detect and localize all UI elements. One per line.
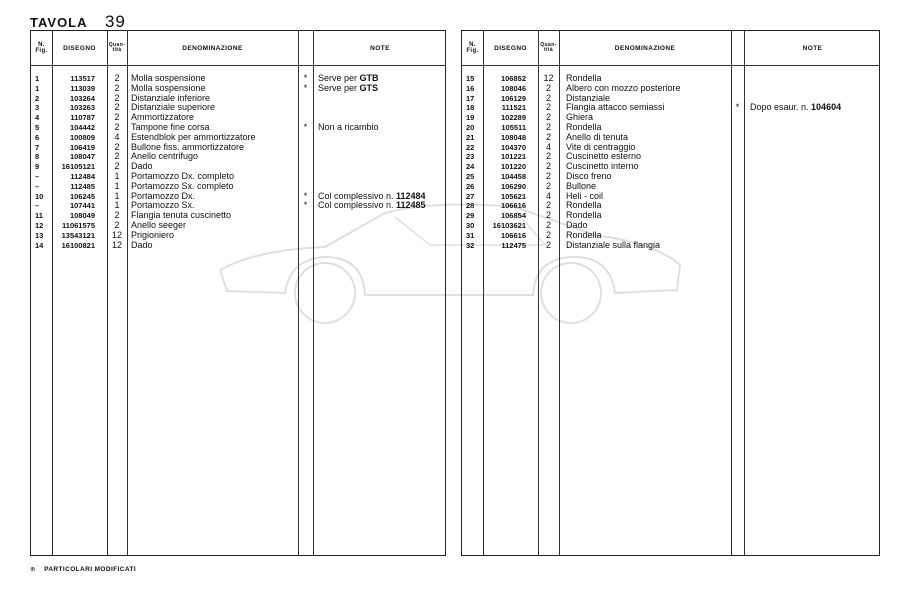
cell-quantita: 12 xyxy=(111,239,122,250)
cell-disegno: 106245 xyxy=(69,191,95,201)
rows-left xyxy=(31,74,445,250)
header-quantita xyxy=(107,31,127,65)
cell-denominazione: Flangia attacco semiassi xyxy=(566,102,665,113)
cell-disegno: 103264 xyxy=(69,93,95,103)
cell-disegno: 110787 xyxy=(70,113,95,123)
cell-disegno: 106854 xyxy=(500,211,526,221)
cell-quantita: 4 xyxy=(114,131,120,142)
table-row xyxy=(462,241,879,251)
cell-fig: 22 xyxy=(466,142,475,152)
cell-denominazione: Dado xyxy=(131,239,153,250)
footer-label: PARTICOLARI MODIFICATI xyxy=(44,566,137,573)
cell-note xyxy=(318,84,378,94)
cell-disegno: 16105121 xyxy=(61,162,95,172)
cell-disegno: 11061575 xyxy=(62,220,95,230)
table-row xyxy=(31,143,445,153)
table-row xyxy=(462,123,879,133)
cell-disegno: 106616 xyxy=(500,201,526,211)
cell-denominazione: Prigioniero xyxy=(131,229,175,240)
cell-fig: 1 xyxy=(35,83,40,93)
cell-denominazione: Rondella xyxy=(566,210,602,221)
table-row xyxy=(31,221,445,231)
table-row xyxy=(462,133,879,143)
cell-fig: 26 xyxy=(466,181,475,191)
cell-note xyxy=(318,123,379,133)
cell-fig: – xyxy=(35,201,40,211)
cell-note xyxy=(318,201,426,211)
cell-denominazione: Cuscinetto interno xyxy=(566,161,639,172)
cell-disegno: 101220 xyxy=(500,162,526,172)
cell-disegno: 111521 xyxy=(501,103,526,113)
cell-denominazione: Anello seeger xyxy=(131,219,187,230)
table-row xyxy=(31,241,445,251)
note-text: Col complessivo n. xyxy=(318,190,397,201)
cell-quantita: 2 xyxy=(545,112,551,123)
cell-quantita: 2 xyxy=(114,73,120,83)
header-fig xyxy=(31,31,52,65)
cell-fig: 31 xyxy=(466,230,475,240)
cell-quantita: 2 xyxy=(114,82,120,93)
note-text: Serve per xyxy=(318,82,360,93)
table-row xyxy=(462,172,879,182)
footer-legend xyxy=(30,565,136,573)
cell-quantita: 2 xyxy=(114,92,120,103)
cell-fig: 7 xyxy=(35,142,40,152)
cell-disegno: 16100821 xyxy=(61,240,95,250)
table-row xyxy=(462,162,879,172)
cell-fig: 8 xyxy=(35,152,40,162)
cell-disegno: 107441 xyxy=(69,201,95,211)
table-row xyxy=(31,113,445,123)
table-row xyxy=(462,103,879,113)
cell-fig: 1 xyxy=(35,74,40,83)
cell-fig: 19 xyxy=(466,113,475,123)
table-row xyxy=(31,201,445,211)
cell-fig: 13 xyxy=(35,230,44,240)
cell-fig: 30 xyxy=(466,220,475,230)
title-number: 39 xyxy=(104,12,126,31)
cell-disegno: 16103621 xyxy=(492,220,526,230)
cell-denominazione: Portamozzo Sx. completo xyxy=(131,180,234,191)
note-ref: 112485 xyxy=(396,200,426,211)
table-row xyxy=(462,182,879,192)
cell-quantita: 2 xyxy=(114,121,120,132)
table-row xyxy=(462,211,879,221)
cell-denominazione: Tampone fine corsa xyxy=(131,121,210,132)
cell-denominazione: Heli - coil xyxy=(566,190,604,201)
cell-fig: 23 xyxy=(466,152,475,162)
cell-disegno: 106290 xyxy=(500,181,526,191)
table-row xyxy=(462,113,879,123)
cell-denominazione: Ammortizzatore xyxy=(131,112,195,123)
table-row xyxy=(462,221,879,231)
header-qty-a: Quan- xyxy=(108,41,126,48)
cell-quantita: 2 xyxy=(545,82,551,93)
cell-fig: 11 xyxy=(35,211,43,221)
cell-disegno: 108048 xyxy=(500,132,526,142)
cell-quantita: 2 xyxy=(545,239,551,250)
cell-denominazione: Bullone fiss. ammortizzatore xyxy=(131,141,245,152)
cell-denominazione: Anello di tenuta xyxy=(566,131,629,142)
cell-disegno: 108046 xyxy=(500,83,526,93)
cell-fig: 5 xyxy=(35,122,40,132)
cell-fig: 18 xyxy=(466,103,475,113)
cell-disegno: 106616 xyxy=(500,230,526,240)
cell-note xyxy=(750,103,841,113)
header-quantita xyxy=(538,31,559,65)
cell-fig: 10 xyxy=(35,191,44,201)
cell-disegno: 112484 xyxy=(70,171,95,181)
cell-denominazione: Albero con mozzo posteriore xyxy=(566,82,681,93)
cell-quantita: 2 xyxy=(545,219,551,230)
table-row xyxy=(31,103,445,113)
cell-denominazione: Portamozzo Dx. completo xyxy=(131,170,235,181)
cell-denominazione: Rondella xyxy=(566,200,602,211)
cell-fig: 14 xyxy=(35,240,44,250)
header-divider xyxy=(462,65,879,66)
cell-quantita: 2 xyxy=(114,219,120,230)
cell-quantita: 2 xyxy=(545,200,551,211)
cell-fig: 17 xyxy=(466,93,475,103)
cell-denominazione: Distanziale inferiore xyxy=(131,92,211,103)
cell-fig: 15 xyxy=(466,74,475,83)
cell-denominazione: Rondella xyxy=(566,121,602,132)
cell-denominazione: Rondella xyxy=(566,229,602,240)
table-row xyxy=(462,201,879,211)
note-text: Serve per xyxy=(318,73,360,83)
note-ref: GTB xyxy=(359,73,379,83)
cell-quantita: 2 xyxy=(545,102,551,113)
header-denominazione: DENOMINAZIONE xyxy=(182,44,243,52)
cell-denominazione: Disco freno xyxy=(566,170,612,181)
cell-quantita: 1 xyxy=(114,190,120,201)
table-row xyxy=(462,84,879,94)
cell-quantita: 1 xyxy=(114,200,120,211)
cell-fig: 21 xyxy=(466,132,475,142)
cell-denominazione: Rondella xyxy=(566,73,602,83)
cell-quantita: 2 xyxy=(545,92,551,103)
cell-mark: * xyxy=(303,190,308,201)
header-qty-b: tità xyxy=(112,47,122,53)
parts-table-left xyxy=(30,30,446,556)
table-row xyxy=(31,84,445,94)
title-label: TAVOLA xyxy=(30,15,88,30)
cell-disegno: 113517 xyxy=(70,74,95,83)
cell-disegno: 108047 xyxy=(69,152,95,162)
cell-disegno: 102289 xyxy=(500,113,526,123)
cell-denominazione: Dado xyxy=(131,161,153,172)
cell-denominazione: Bullone xyxy=(566,180,597,191)
cell-disegno: 105511 xyxy=(501,122,526,132)
cell-disegno: 13543121 xyxy=(61,230,95,240)
note-ref: GTS xyxy=(359,82,379,93)
cell-quantita: 4 xyxy=(545,190,551,201)
cell-quantita: 2 xyxy=(545,229,551,240)
cell-fig: 24 xyxy=(466,162,475,172)
note-ref: 104604 xyxy=(811,102,842,113)
cell-mark: * xyxy=(735,102,740,113)
cell-denominazione: Molla sospensione xyxy=(131,82,206,93)
cell-fig: 29 xyxy=(466,211,475,221)
page-title xyxy=(30,12,126,32)
cell-quantita: 2 xyxy=(114,112,120,123)
header-fig-n: N. xyxy=(469,42,476,48)
table-row xyxy=(31,172,445,182)
cell-fig: 6 xyxy=(35,132,40,142)
cell-fig: 4 xyxy=(35,113,40,123)
cell-quantita: 12 xyxy=(111,229,122,240)
cell-disegno: 113039 xyxy=(70,83,95,93)
cell-fig: 32 xyxy=(466,240,475,250)
cell-quantita: 1 xyxy=(114,170,120,181)
cell-mark: * xyxy=(303,121,308,132)
cell-quantita: 2 xyxy=(114,151,120,162)
cell-quantita: 2 xyxy=(545,161,551,172)
cell-fig: – xyxy=(35,171,40,181)
cell-disegno: 104458 xyxy=(500,171,526,181)
cell-fig: 2 xyxy=(35,93,40,103)
cell-quantita: 2 xyxy=(545,180,551,191)
header-qty-b: tità xyxy=(543,47,554,53)
cell-quantita: 2 xyxy=(545,210,551,221)
cell-fig: 9 xyxy=(35,162,40,172)
cell-disegno: 112475 xyxy=(501,240,526,250)
header-divider xyxy=(31,65,445,66)
cell-fig: 12 xyxy=(35,220,44,230)
cell-denominazione: Distanziale xyxy=(566,92,611,103)
cell-mark: * xyxy=(303,73,308,83)
cell-mark: * xyxy=(303,200,308,211)
cell-mark: * xyxy=(303,82,308,93)
table-row xyxy=(31,162,445,172)
cell-fig: 16 xyxy=(466,83,475,93)
cell-disegno: 104370 xyxy=(500,142,526,152)
cell-quantita: 2 xyxy=(545,151,551,162)
header-qty-a: Quan- xyxy=(540,41,557,48)
cell-disegno: 104442 xyxy=(69,122,95,132)
cell-fig: 3 xyxy=(35,103,40,113)
cell-quantita: 2 xyxy=(114,141,120,152)
cell-quantita: 2 xyxy=(114,210,120,221)
cell-quantita: 4 xyxy=(545,141,551,152)
cell-quantita: 2 xyxy=(114,161,120,172)
cell-disegno: 112485 xyxy=(70,181,95,191)
note-text: Dopo esaur. n. xyxy=(750,102,812,113)
note-text: Non a ricambio xyxy=(318,121,379,132)
header-fig-label: Fig. xyxy=(466,48,479,54)
header-denominazione: DENOMINAZIONE xyxy=(614,44,676,52)
header-disegno: DISEGNO xyxy=(494,44,527,52)
cell-quantita: 2 xyxy=(545,170,551,181)
rows-right xyxy=(462,74,879,250)
cell-disegno: 101221 xyxy=(500,152,526,162)
cell-quantita: 1 xyxy=(114,180,120,191)
note-text: Col complessivo n. xyxy=(318,200,397,211)
table-row xyxy=(31,152,445,162)
table-row xyxy=(31,231,445,241)
table-row xyxy=(462,143,879,153)
header-note: NOTE xyxy=(802,44,823,52)
cell-fig: 25 xyxy=(466,171,475,181)
cell-denominazione: Distanziale superiore xyxy=(131,102,216,113)
parts-table-right xyxy=(461,30,880,556)
cell-denominazione: Molla sospensione xyxy=(131,73,206,83)
cell-quantita: 12 xyxy=(543,73,554,83)
cell-fig: 20 xyxy=(466,122,475,132)
cell-denominazione: Vite di centraggio xyxy=(566,141,636,152)
cell-denominazione: Portamozzo Sx. xyxy=(131,200,195,211)
cell-denominazione: Anello centrifugo xyxy=(131,151,199,162)
header-fig-n: N. xyxy=(38,42,45,48)
cell-disegno: 106419 xyxy=(69,142,95,152)
cell-disegno: 108049 xyxy=(69,211,95,221)
table-row xyxy=(462,231,879,241)
cell-denominazione: Ghiera xyxy=(566,112,594,123)
table-row xyxy=(31,211,445,221)
cell-fig: 28 xyxy=(466,201,475,211)
cell-quantita: 2 xyxy=(114,102,120,113)
cell-denominazione: Portamozzo Dx. xyxy=(131,190,196,201)
table-row xyxy=(31,94,445,104)
modified-marker-icon: ⊕ xyxy=(30,566,36,573)
header-note: NOTE xyxy=(370,44,390,52)
cell-quantita: 2 xyxy=(545,121,551,132)
cell-fig: – xyxy=(35,181,40,191)
cell-quantita: 2 xyxy=(545,131,551,142)
header-fig xyxy=(462,31,483,65)
cell-denominazione: Cuscinetto esterno xyxy=(566,151,642,162)
cell-denominazione: Dado xyxy=(566,219,588,230)
cell-denominazione: Estendblok per ammortizzatore xyxy=(131,131,256,142)
table-row xyxy=(462,192,879,202)
cell-disegno: 106129 xyxy=(500,93,526,103)
cell-disegno: 103263 xyxy=(69,103,95,113)
header-fig-label: Fig. xyxy=(35,48,48,54)
cell-disegno: 106852 xyxy=(500,74,526,83)
note-ref: 112484 xyxy=(396,190,426,201)
cell-disegno: 100809 xyxy=(69,132,95,142)
cell-denominazione: Distanziale sulla flangia xyxy=(566,239,661,250)
cell-denominazione: Flangia tenuta cuscinetto xyxy=(131,210,232,221)
cell-fig: 27 xyxy=(466,191,475,201)
table-row xyxy=(31,74,445,84)
cell-disegno: 105621 xyxy=(500,191,526,201)
header-disegno: DISEGNO xyxy=(63,44,96,52)
table-row xyxy=(462,152,879,162)
